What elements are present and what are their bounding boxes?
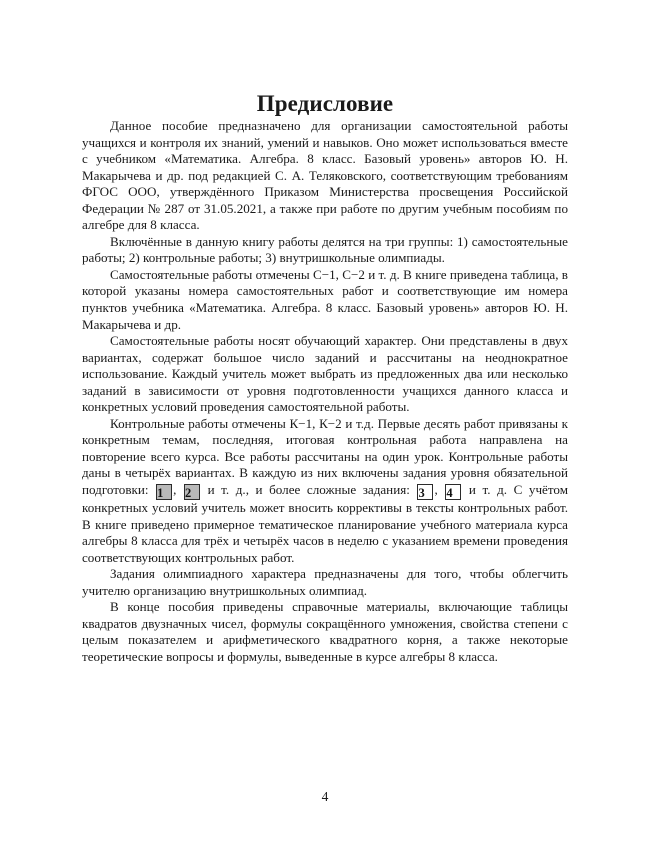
- paragraph-independent-work-character: Самостоятельные работы носят обучающий характер. Они представлены в двух вариантах, содержат большое число заданий и рассчитаны на неоднократное использование. Каждый учитель может выбрать из предложенных два или несколько заданий в зависимости от уровня подготовленности учащихся данного класса и конкретных условий проведения самостоятельной работы.: [82, 333, 568, 415]
- paragraph-reference-materials: В конце пособия приведены справочные материалы, включающие таблицы квадратов двузначных чисел, формулы сокращённого умножения, свойства степени с целым показателем и арифметического квадратного корня, а также некоторые теоретические вопросы и формулы, выведенные в курсе алгебры 8 класса.: [82, 599, 568, 664]
- box-separator-2: ,: [434, 482, 438, 498]
- paragraph-intro: Данное пособие предназначено для организации самостоятельной работы учащихся и контроля их знаний, умений и навыков. Оно может использоваться вместе с учебником «Математика. Алгебра. 8 класс. Базовый уровень» авторов Ю. Н. Макарычева и др. под редакцией С. А. Теляковского, соответствующим требованиям ФГОС ООО, утверждённого Приказом Министерства просвещения Российской Федерации № 287 от 31.05.2021, а также при работе по другим учебным пособиям по алгебре для 8 класса.: [82, 118, 568, 233]
- paragraph-control-work-levels: [82, 416, 568, 566]
- control-work-text-before-boxes: Контрольные работы отмечены К−1, К−2 и т.д. Первые десять работ привязаны к конкретным темам, последняя, итоговая контрольная работа направлена на повторение всего курса. Все работы рассчитаны на один урок. Контрольные работы даны в четырёх вариантах. В каждую из них включены задания уровня обязательной подготовки:: [82, 415, 568, 498]
- box-separator-1: ,: [173, 482, 177, 498]
- paragraph-independent-work-labels: Самостоятельные работы отмечены С−1, С−2 и т. д. В книге приведена таблица, в которой указаны номера самостоятельных работ и соответствующие им номера пунктов учебника «Математика. Алгебра. 8 класс. Базовый уровень» авторов Ю. Н. Макарычева и др.: [82, 266, 568, 332]
- page-title: Предисловие: [256, 91, 394, 117]
- page-number: 4: [321, 789, 329, 804]
- task-number-box-2: 2: [184, 484, 200, 500]
- task-number-box-1: 1: [156, 484, 172, 500]
- task-number-box-3: 3: [417, 484, 433, 500]
- paragraph-work-groups: Включённые в данную книгу работы делятся на три группы: 1) самостоятельные работы; 2) контрольные работы; 3) внутришкольные олимпиады.: [82, 233, 568, 266]
- task-number-box-4: 4: [445, 484, 461, 500]
- control-work-text-between-boxes: и т. д., и более сложные задания:: [201, 482, 417, 498]
- control-work-text-after-boxes: и т. д. С учётом конкретных условий учитель может вносить коррективы в тексты контрольных работ. В книге приведено примерное тематическое планирование учебного материала курса алгебры 8 класса для трёх и четырёх часов в неделю с указанием времени проведения соответствующих контрольных работ.: [82, 482, 568, 565]
- paragraph-olympiad-tasks: Задания олимпиадного характера предназначены для того, чтобы облегчить учителю организацию внутришкольных олимпиад.: [82, 566, 568, 598]
- body-text-column: [82, 118, 568, 666]
